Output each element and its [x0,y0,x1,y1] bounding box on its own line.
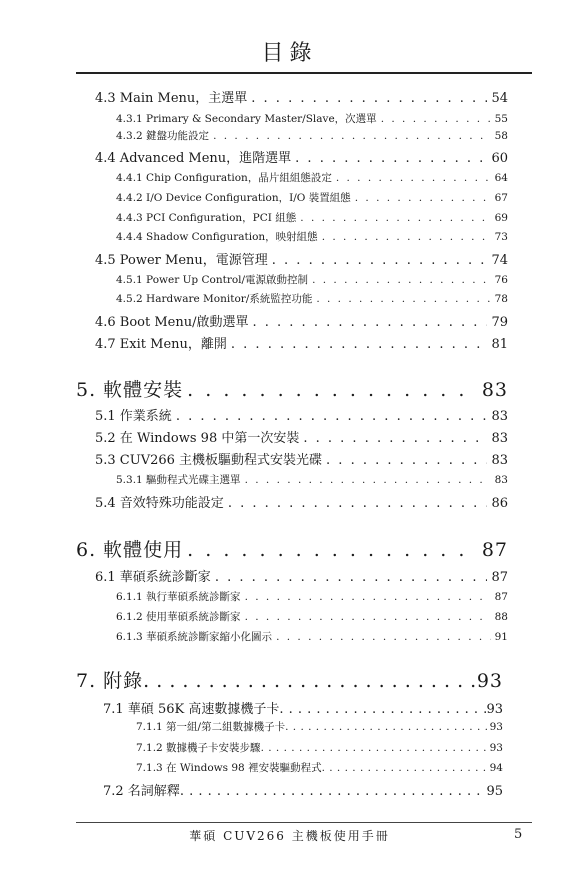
toc-entry-page: 69 [494,212,508,224]
toc-entry-page: 60 [491,151,508,166]
toc-entry[interactable] [103,698,503,717]
toc-entry-page: 79 [491,315,508,330]
leader-dots [272,253,488,268]
leader-dots [300,212,490,224]
toc-entry-label: 4.5.2 Hardware Monitor/系統監控功能 [116,293,313,305]
toc-entry[interactable] [95,492,508,511]
toc-entry[interactable] [95,566,508,585]
toc-entry-label: 5.2 在 Windows 98 中第一次安裝 [95,431,300,446]
toc-entry-label: 4.5.1 Power Up Control/電源啟動控制 [116,274,309,286]
toc-entry[interactable] [116,272,508,287]
toc-entry-page: 94 [489,762,503,774]
toc-entry-label: 6.1.3 華碩系統診斷家縮小化圖示 [116,631,273,643]
toc-entry[interactable] [116,472,508,487]
toc-entry[interactable] [116,210,508,225]
leader-dots [312,274,491,286]
leader-dots [276,631,491,643]
toc-entry[interactable] [95,87,508,106]
leader-dots [245,611,491,623]
page-number: 5 [514,827,523,842]
toc-entry-page: 93 [489,742,503,754]
toc-entry-label: 4.3 Main Menu，主選單 [95,91,248,106]
toc-entry[interactable] [95,311,508,330]
leader-dots [187,539,478,561]
toc-entry-label: 4.5 Power Menu，電源管理 [95,253,268,268]
leader-dots [213,130,491,142]
leader-dots [143,670,477,692]
toc-entry-page: 87 [494,591,508,603]
leader-dots [316,293,490,305]
leader-dots [355,192,491,204]
toc-entry-page: 74 [491,253,508,268]
toc-entry-label: 4.4.3 PCI Configuration，PCI 組態 [116,212,297,224]
toc-entry-page: 87 [491,570,508,585]
toc-entry[interactable] [116,229,508,244]
toc-entry[interactable] [136,740,503,755]
toc-entry-page: 64 [494,172,508,184]
toc-entry-label: 4.4.1 Chip Configuration，晶片組組態設定 [116,172,332,184]
leader-dots [279,702,486,717]
toc-entry-page: 55 [494,113,508,125]
toc-entry-label: 6.1.1 執行華碩系統診斷家 [116,591,241,603]
toc-chapter-page: 93 [476,670,503,692]
title-rule [76,72,532,74]
toc-entry-label: 4.4.4 Shadow Configuration，映射組態 [116,231,318,243]
toc-entry-page: 83 [491,453,508,468]
footer-rule [76,822,532,823]
leader-dots [215,570,488,585]
leader-dots [245,474,491,486]
toc-entry[interactable] [116,128,508,143]
toc-chapter-page: 87 [481,539,508,561]
toc-entry-page: 83 [491,431,508,446]
toc-chapter-label: 7. 附錄 [76,670,144,692]
toc-entry-page: 91 [494,631,508,643]
toc-chapter-label: 5. 軟體安裝 [76,379,184,401]
toc-entry-label: 7.1.2 數據機子卡安裝步驟 [136,742,261,754]
toc-entry-label: 6.1 華碩系統診斷家 [95,570,211,585]
leader-dots [180,784,487,799]
toc-entry-label: 4.4 Advanced Menu，進階選單 [95,151,292,166]
leader-dots [303,431,487,446]
leader-dots [231,337,488,352]
leader-dots [187,379,478,401]
toc-entry-label: 7.1.1 第一組/第二組數據機子卡 [136,721,286,733]
leader-dots [322,231,491,243]
page-title: 目錄 [261,41,318,66]
leader-dots [261,742,490,754]
toc-entry-label: 4.6 Boot Menu/啟動選單 [95,315,249,330]
toc-chapter-page: 83 [481,379,508,401]
toc-entry[interactable] [95,405,508,424]
toc-entry-label: 4.3.1 Primary & Secondary Master/Slave，次選單 [116,113,377,125]
toc-entry[interactable] [136,719,503,734]
leader-dots [176,409,488,424]
footer-title: 華碩 CUV266 主機板使用手冊 [189,829,390,843]
toc-entry-label: 5.4 音效特殊功能設定 [95,496,224,511]
toc-entry-label: 6.1.2 使用華碩系統診斷家 [116,611,241,623]
leader-dots [285,721,490,733]
toc-entry-label: 7.2 名詞解釋 [103,784,180,799]
toc-entry[interactable] [95,427,508,446]
toc-entry-page: 83 [491,409,508,424]
leader-dots [251,91,487,106]
toc-entry-page: 83 [494,474,508,486]
toc-entry[interactable] [103,780,503,799]
toc-entry-page: 78 [494,293,508,305]
leader-dots [326,453,487,468]
leader-dots [253,315,488,330]
toc-entry-page: 93 [489,721,503,733]
toc-entry-page: 81 [491,337,508,352]
toc-entry-label: 7.1 華碩 56K 高速數據機子卡 [103,702,280,717]
toc-entry[interactable] [95,333,508,352]
toc-entry-page: 86 [491,496,508,511]
leader-dots [381,113,491,125]
toc-entry[interactable] [116,609,508,624]
toc-entry[interactable] [136,760,503,775]
toc-entry[interactable] [116,291,508,306]
toc-entry[interactable] [116,170,508,185]
toc-entry-page: 54 [491,91,508,106]
toc-entry-page: 76 [494,274,508,286]
leader-dots [228,496,488,511]
leader-dots [245,591,491,603]
toc-entry-page: 88 [494,611,508,623]
toc-entry-label: 4.4.2 I/O Device Configuration，I/O 裝置組態 [116,192,351,204]
toc-entry-label: 7.1.3 在 Windows 98 裡安裝驅動程式 [136,762,322,774]
toc-entry-label: 5.3 CUV266 主機板驅動程式安裝光碟 [95,453,323,468]
toc-entry[interactable] [116,111,508,126]
toc-entry-label: 5.3.1 驅動程式光碟主選單 [116,474,241,486]
toc-entry[interactable] [116,190,508,205]
toc-entry[interactable] [95,449,508,468]
toc-chapter[interactable] [76,535,508,562]
toc-chapter-label: 6. 軟體使用 [76,539,184,561]
toc-entry-label: 5.1 作業系統 [95,409,172,424]
toc-chapter[interactable] [76,375,508,402]
toc-entry-page: 67 [494,192,508,204]
leader-dots [322,762,490,774]
toc-entry-label: 4.7 Exit Menu，離開 [95,337,227,352]
toc-entry-label: 4.3.2 鍵盤功能設定 [116,130,210,142]
leader-dots [336,172,491,184]
toc-entry-page: 73 [494,231,508,243]
toc-entry[interactable] [95,249,508,268]
toc-entry[interactable] [95,147,508,166]
toc-entry-page: 95 [486,784,503,799]
toc-chapter[interactable] [76,666,503,693]
toc-entry-page: 58 [494,130,508,142]
toc-entry[interactable] [116,589,508,604]
leader-dots [295,151,487,166]
toc-entry[interactable] [116,629,508,644]
toc-entry-page: 93 [486,702,503,717]
